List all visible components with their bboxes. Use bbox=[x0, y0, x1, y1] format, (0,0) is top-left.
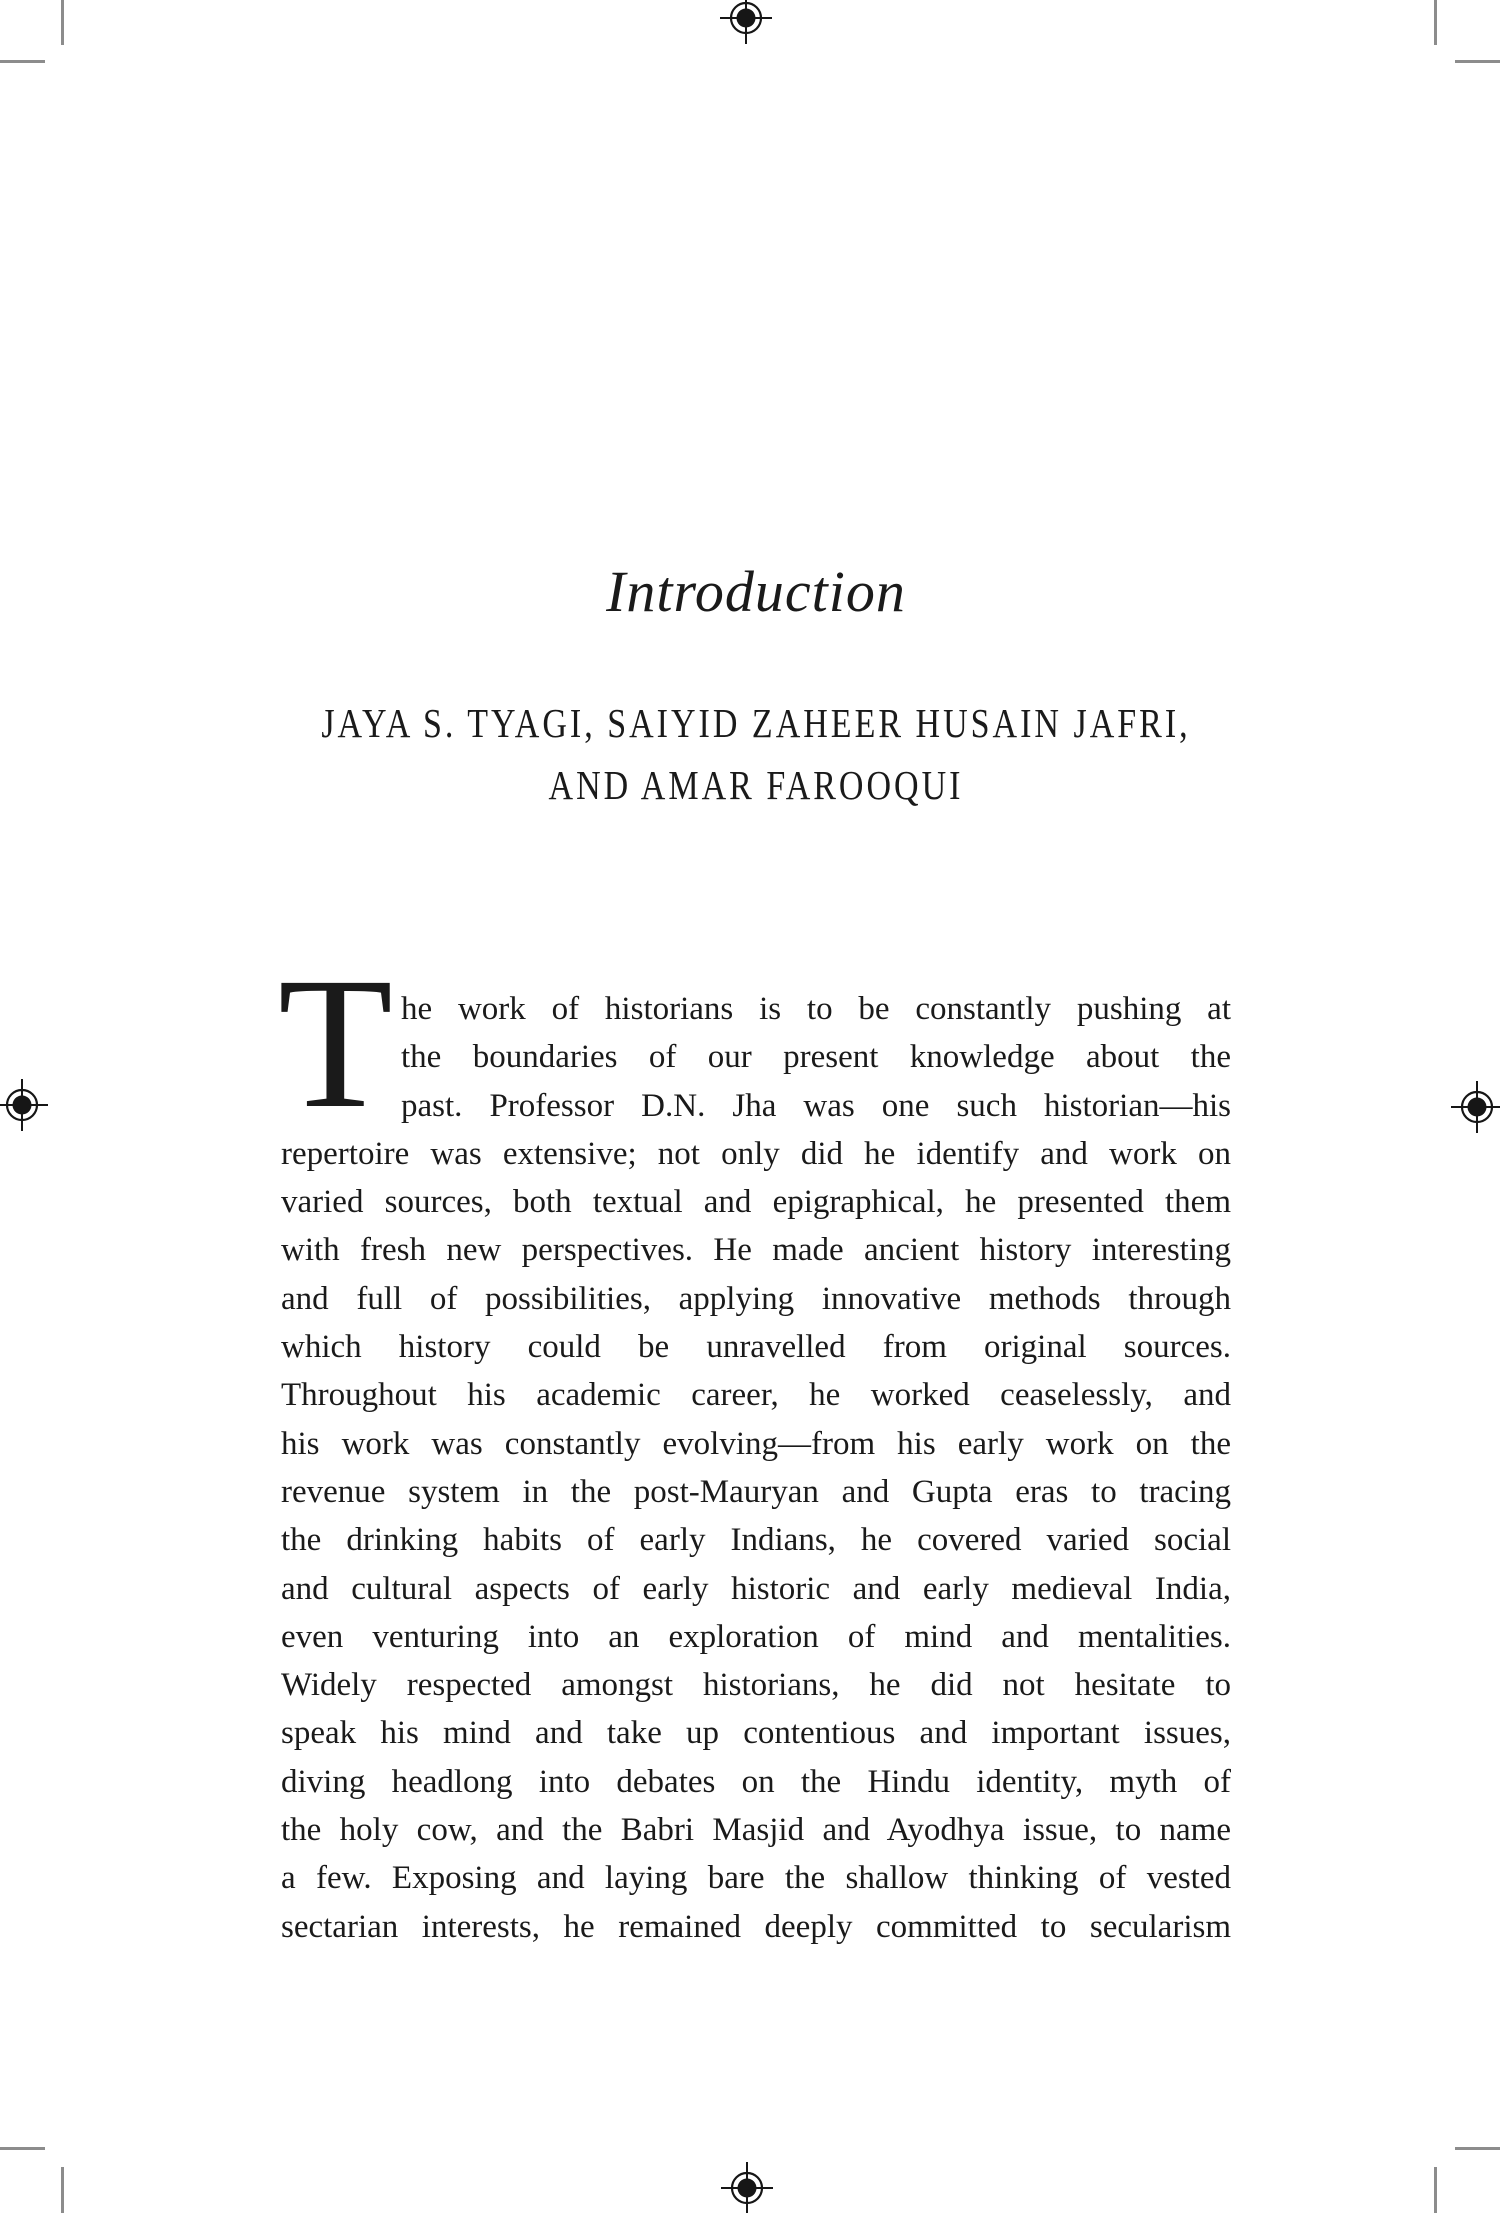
crop-mark bbox=[1434, 2167, 1437, 2213]
author-line: AND AMAR FAROOQUI bbox=[548, 764, 964, 809]
body-line: the drinking habits of early Indians, he covered varied social bbox=[281, 1522, 1231, 1559]
body-line: Widely respected amongst historians, he did not hesitate to bbox=[281, 1667, 1231, 1704]
drop-cap: T bbox=[278, 938, 393, 1147]
body-line: the boundaries of our present knowledge about the bbox=[401, 1039, 1231, 1076]
body-line: the holy cow, and the Babri Masjid and Ayodhya issue, to name bbox=[281, 1812, 1231, 1849]
body-line: Throughout his academic career, he worked ceaselessly, and bbox=[281, 1377, 1231, 1414]
crop-mark bbox=[1434, 0, 1437, 45]
body-line: and cultural aspects of early historic and early medieval India, bbox=[281, 1570, 1231, 1607]
body-line: sectarian interests, he remained deeply committed to secularism bbox=[281, 1908, 1231, 1945]
body-line: speak his mind and take up contentious and important issues, bbox=[281, 1715, 1231, 1752]
crop-mark bbox=[61, 2167, 64, 2213]
crop-mark bbox=[0, 60, 45, 63]
body-line: past. Professor D.N. Jha was one such historian—his bbox=[401, 1087, 1231, 1124]
registration-mark-icon bbox=[1451, 1081, 1500, 1133]
registration-mark-icon bbox=[720, 0, 772, 44]
body-line: he work of historians is to be constantly pushing at bbox=[401, 991, 1231, 1027]
body-line: which history could be unravelled from original sources. bbox=[281, 1329, 1231, 1366]
registration-mark-icon bbox=[0, 1079, 48, 1131]
registration-mark-icon bbox=[721, 2162, 773, 2213]
crop-mark bbox=[1455, 2147, 1500, 2150]
body-line: even venturing into an exploration of mind and mentalities. bbox=[281, 1618, 1231, 1655]
body-line: his work was constantly evolving—from his early work on the bbox=[281, 1425, 1231, 1462]
author-line: JAYA S. TYAGI, SAIYID ZAHEER HUSAIN JAFRI, bbox=[321, 702, 1191, 747]
body-line: revenue system in the post-Mauryan and Gupta eras to tracing bbox=[281, 1473, 1231, 1510]
body-line: a few. Exposing and laying bare the shallow thinking of vested bbox=[281, 1860, 1231, 1897]
body-paragraph bbox=[278, 938, 1231, 1951]
body-line: diving headlong into debates on the Hindu identity, myth of bbox=[281, 1763, 1231, 1800]
chapter-title: Introduction bbox=[606, 559, 906, 624]
body-line: and full of possibilities, applying innovative methods through bbox=[281, 1280, 1231, 1317]
crop-mark bbox=[61, 0, 64, 45]
crop-mark bbox=[0, 2147, 45, 2150]
body-line: varied sources, both textual and epigraphical, he presented them bbox=[281, 1184, 1231, 1221]
crop-mark bbox=[1455, 60, 1500, 63]
body-line: repertoire was extensive; not only did he identify and work on bbox=[281, 1135, 1231, 1172]
body-line: with fresh new perspectives. He made ancient history interesting bbox=[281, 1232, 1231, 1269]
